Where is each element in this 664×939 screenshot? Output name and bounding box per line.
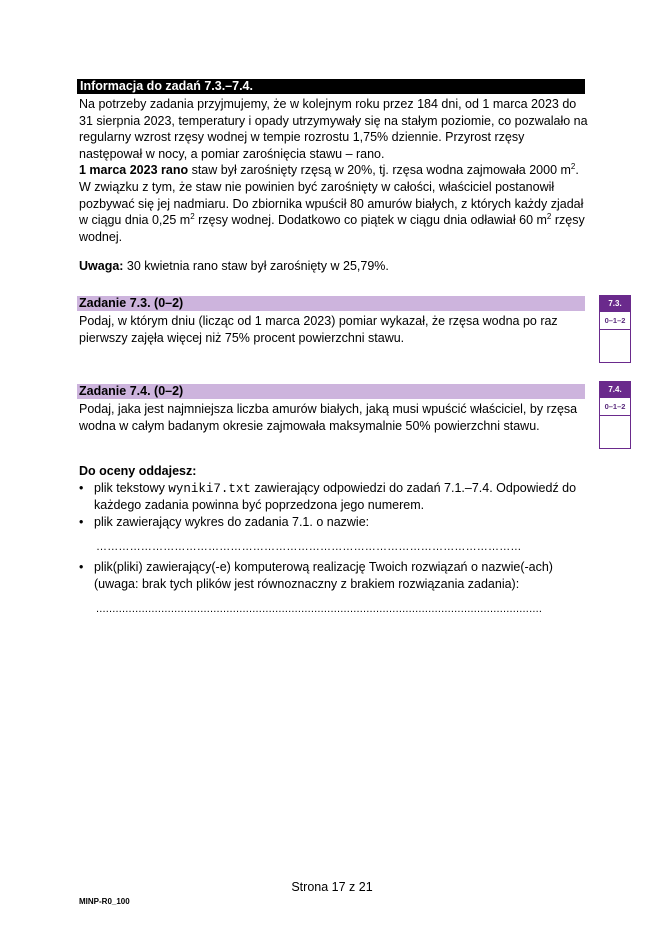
list-item-text: plik tekstowy [94,480,169,495]
task-7-3-header: Zadanie 7.3. (0–2) [77,296,585,311]
date-bold: 1 marca 2023 rano [79,163,189,178]
score-label: 7.3. [600,296,630,312]
list-item-text: plik(pliki) zawierający(-e) komputerową realizację Twoich rozwiązań o nazwie(-ach) (uwaga: brak tych plików jest równoznaczny z brakiem rozwiązania zadania): [94,560,553,591]
list-item-text: plik zawierający wykres do zadania 7.1. o nazwie: [94,514,370,529]
list-item [79,559,589,592]
note-text: 30 kwietnia rano staw był zarośnięty w 25,79%. [123,259,389,273]
bullet-icon: • [79,514,84,529]
submit-section-cont [79,559,589,592]
task-7-3-text: Podaj, w którym dniu (licząc od 1 marca 2023) pomiar wykazał, że rzęsa wodna po raz pierwszy zajęła więcej niż 75% procent powierzchni stawu. [79,314,558,345]
submit-section [79,463,589,530]
filename-answer-line-1[interactable]: …………………………………………………………………………………………………… [96,541,522,553]
filename: wyniki7.txt [168,481,251,496]
task-7-4-header: Zadanie 7.4. (0–2) [77,384,585,399]
info-paragraph-2 [79,162,589,245]
submit-heading: Do oceny oddajesz: [79,464,197,478]
list-item-text: zawierający odpowiedzi do zadań 7.1.–7.4. Odpowiedź do każdego zadania powinna być poprzedzona jego numerem. [94,480,577,513]
note-label: Uwaga: [79,259,124,273]
info-note [79,258,589,275]
score-box-7-4 [599,381,631,449]
task-7-4-text: Podaj, jaka jest najmniejsza liczba amurów białych, jaką musi wpuścić właściciel, by rzęsa wodna w całym badanym okresie zajmowała maksymalnie 50% powierzchni stawu. [79,402,578,433]
superscript: 2 [546,212,552,221]
score-scale: 0–1–2 [600,398,630,416]
score-field[interactable] [600,416,630,448]
score-box-7-3 [599,295,631,363]
bullet-icon: • [79,480,84,495]
score-scale: 0–1–2 [600,312,630,330]
info-header: Informacja do zadań 7.3.–7.4. [77,79,585,94]
bullet-icon: • [79,560,84,574]
info-p2-part-c: rzęsy wodnej. Dodatkowo co piątek w ciągu dnia odławiał 60 m [194,213,547,228]
submit-list [79,480,589,531]
superscript: 2 [190,212,195,221]
submit-list-cont [79,559,589,592]
document-code: MINP-R0_100 [79,897,130,906]
info-p2-part-a: staw był zarośnięty rzęsą w 20%, tj. rzęsa wodna zajmowała 2000 m [188,163,571,178]
info-p2-part-d: rzęsy wodnej. [79,213,585,244]
info-text [79,96,589,245]
score-field[interactable] [600,330,630,362]
list-item [79,514,589,531]
page-number: Strona 17 z 21 [291,880,373,894]
list-item [79,480,589,514]
info-p2-part-b: . W związku z tym, że staw nie powinien być zarośnięty w całości, właściciel postanowił pozbywać się jej nadmiaru. Do zbiornika wpuścił 80 amurów białych, z których każdy zjadał w ciągu dnia 0,25 m [79,163,584,228]
filename-answer-line-2[interactable]: ......................................................................................................................................... [96,603,543,615]
superscript: 2 [570,162,576,172]
info-paragraph-1: Na potrzeby zadania przyjmujemy, że w kolejnym roku przez 184 dni, od 1 marca 2023 do 31 sierpnia 2023, temperatury i opady utrzymywały się na stałym poziomie, co pozwalało na regularny wzrost rzęsy wodnej w tempie rozrostu 1,75% dziennie. Przyrost rzęsy następował w nocy, a pomiar zarośnięcia stawu – rano. [79,97,588,161]
score-label: 7.4. [600,382,630,398]
